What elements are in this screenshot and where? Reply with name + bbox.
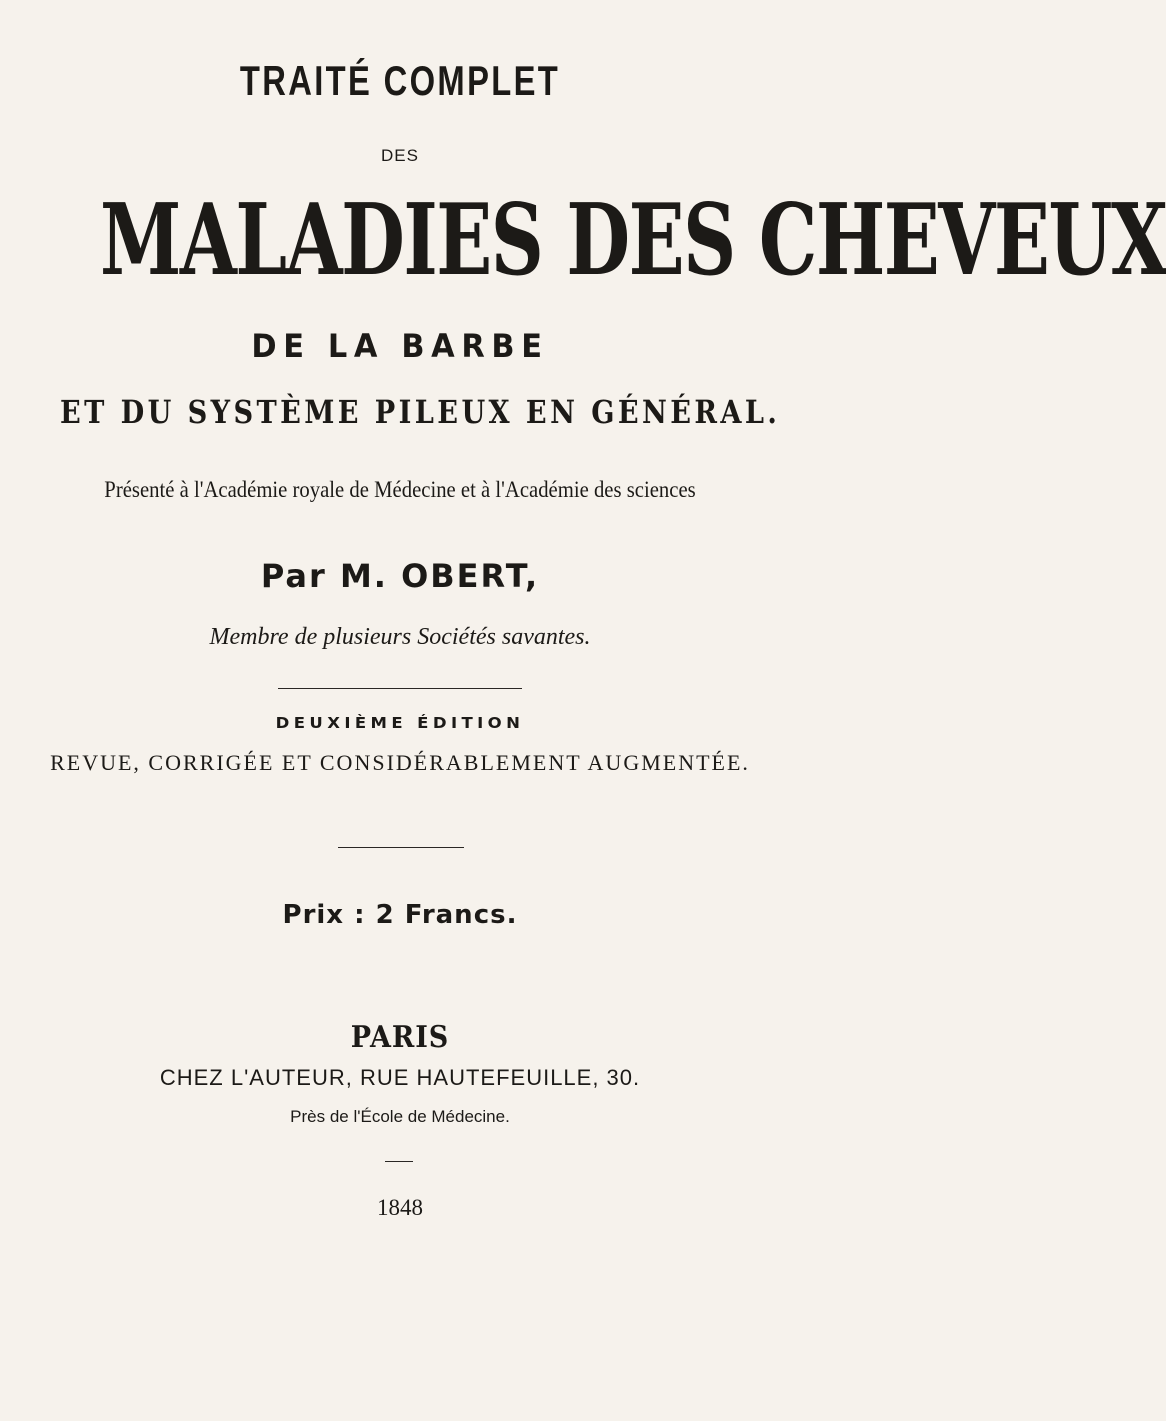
year-line: 1848 <box>377 1195 423 1220</box>
title-line-de-la-barbe: DE LA BARBE <box>251 327 549 365</box>
title-line-maladies-des-cheveux: MALADIES DES CHEVEUX <box>100 183 1166 298</box>
city-line: PARIS <box>350 1020 450 1055</box>
title-line-des: DES <box>381 146 419 165</box>
presented-line: Présenté à l'Académie royale de Médecine et à l'Académie des sciences <box>104 477 696 502</box>
author-note: Membre de plusieurs Sociétés savantes. <box>209 624 591 650</box>
publisher-note: Près de l'École de Médecine. <box>290 1107 510 1126</box>
title-line-traite-complet: TRAITÉ COMPLET <box>239 57 561 104</box>
author-line: Par M. OBERT, <box>260 557 540 595</box>
divider-rule <box>338 847 464 848</box>
divider-rule <box>385 1161 413 1162</box>
divider-rule <box>278 688 522 689</box>
edition-line: DEUXIÈME ÉDITION <box>275 714 525 732</box>
publisher-line: CHEZ L'AUTEUR, RUE HAUTEFEUILLE, 30. <box>159 1065 641 1090</box>
price-line: Prix : 2 Francs. <box>282 900 518 930</box>
edition-note: REVUE, CORRIGÉE ET CONSIDÉRABLEMENT AUGMENTÉE. <box>50 750 750 775</box>
title-line-systeme-pileux: ET DU SYSTÈME PILEUX EN GÉNÉRAL. <box>60 393 781 431</box>
